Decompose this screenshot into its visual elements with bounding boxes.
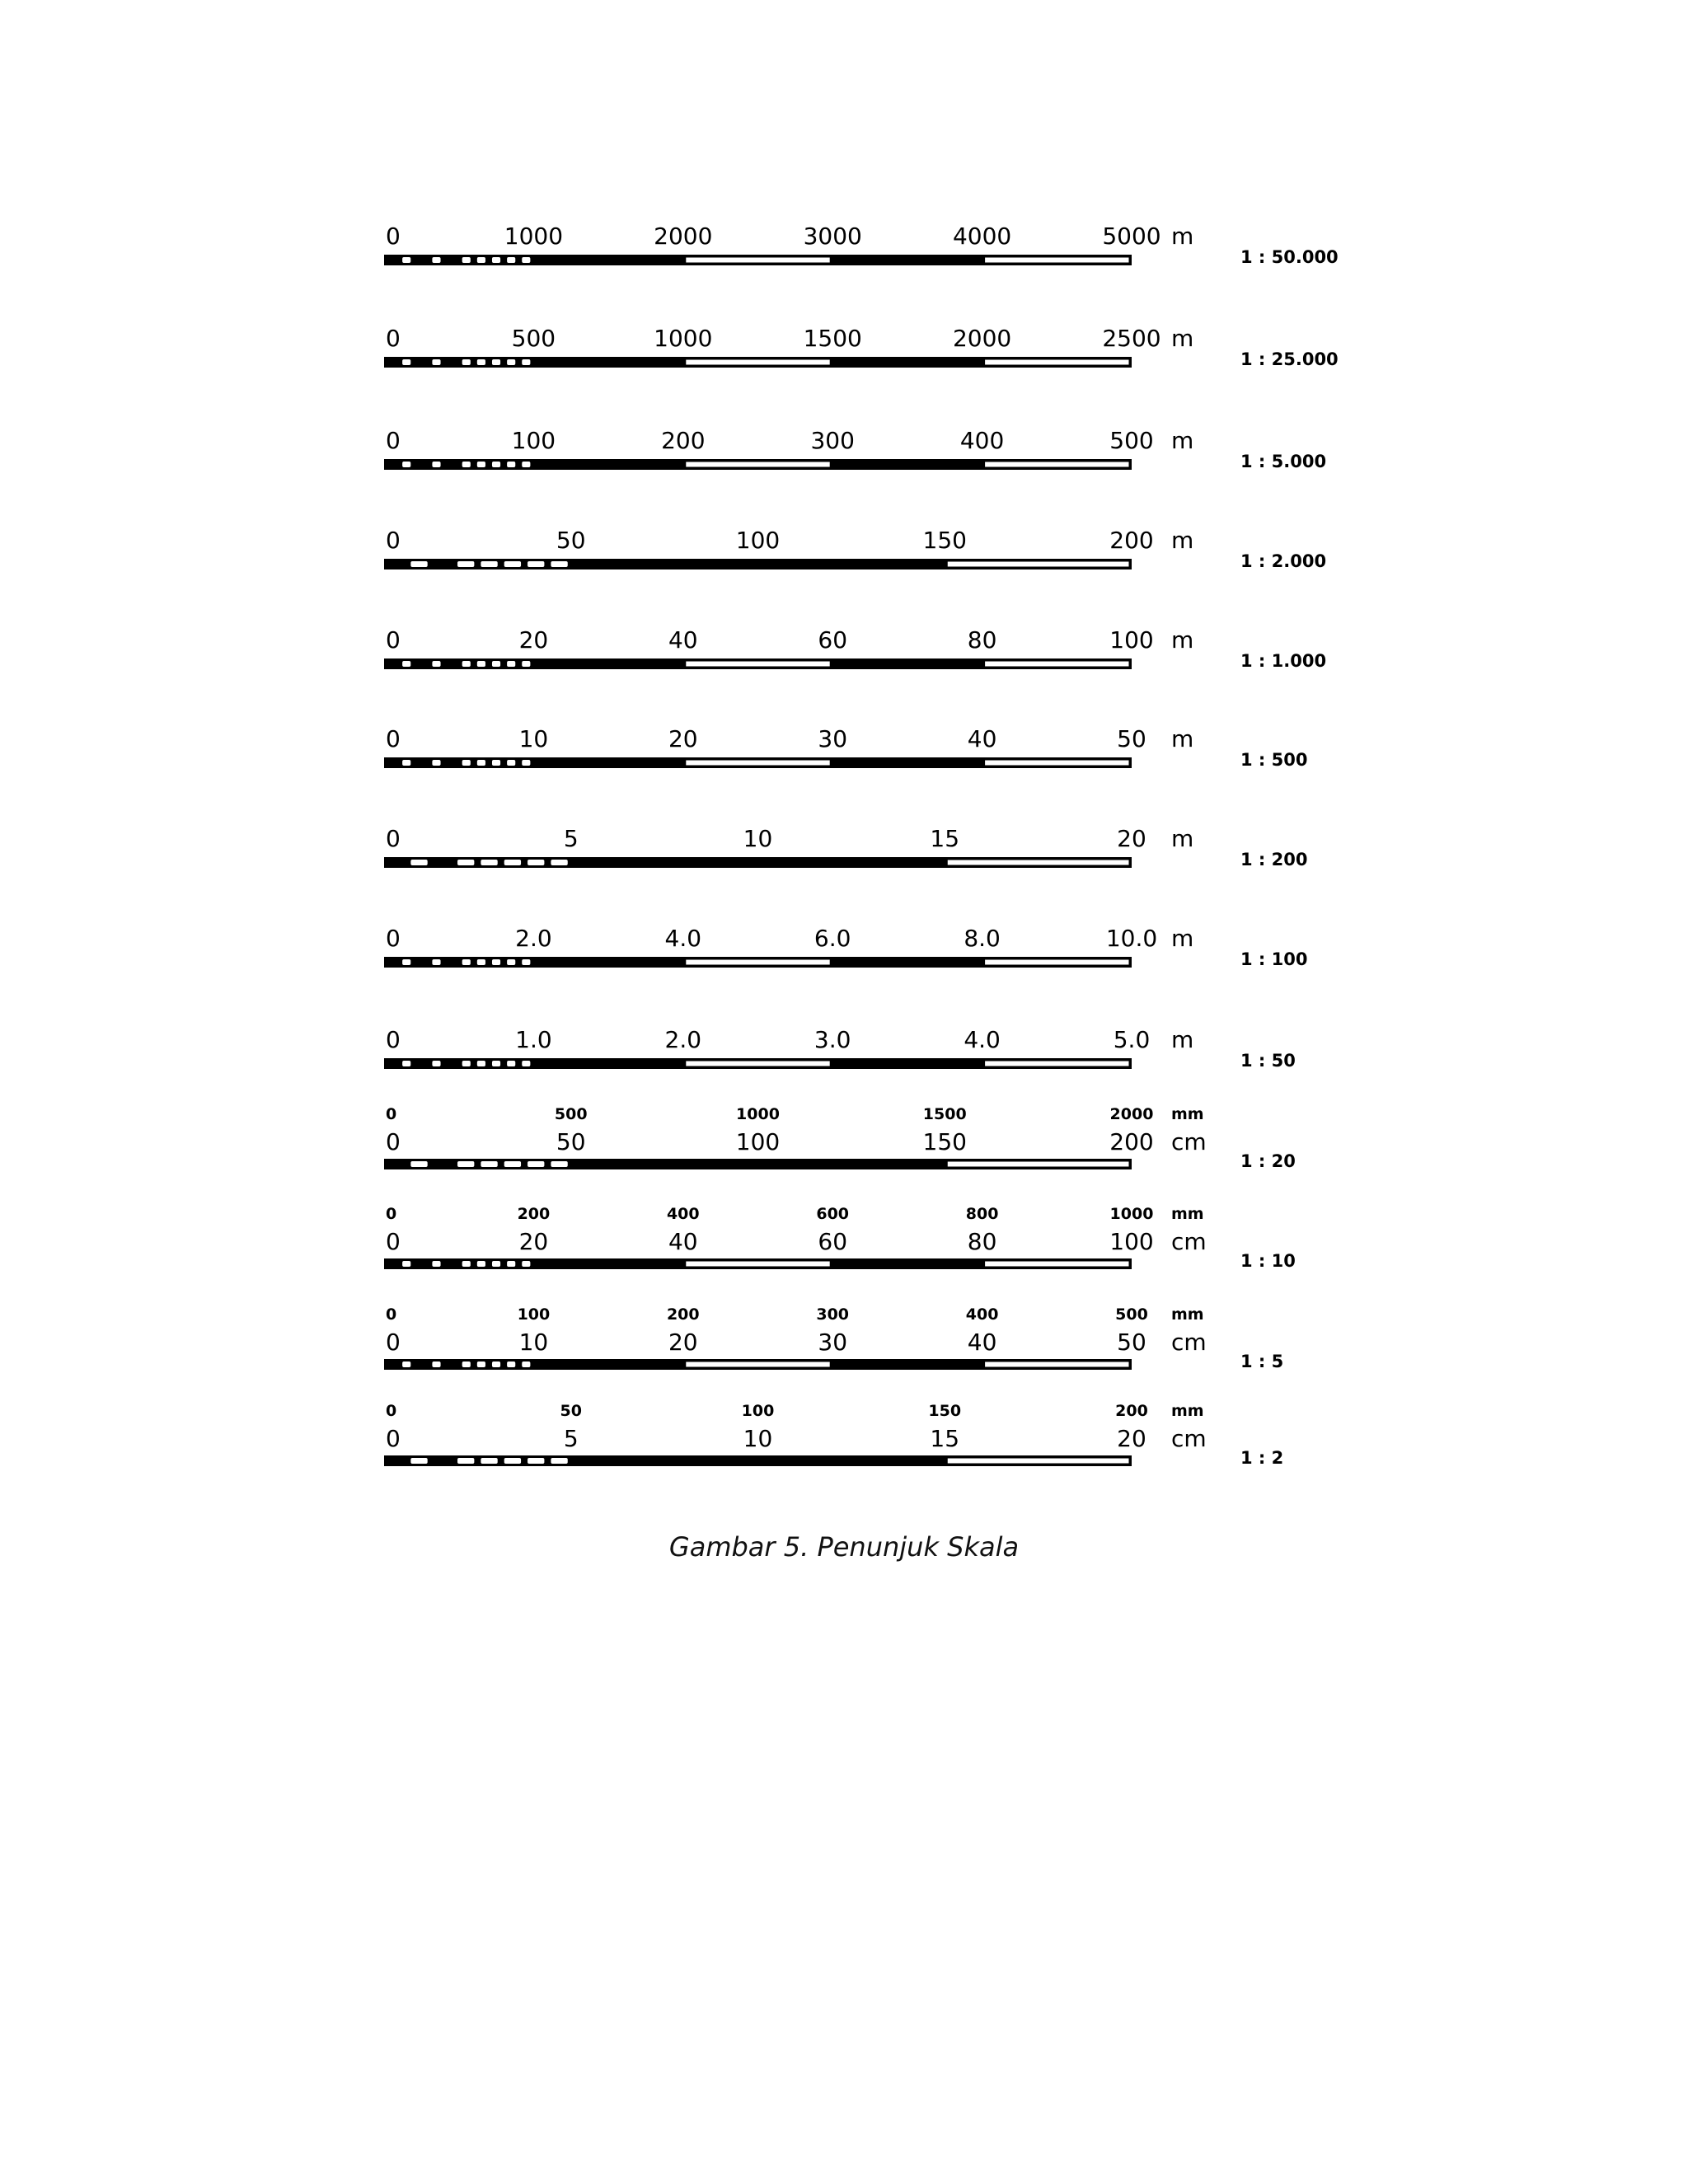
scale-label: 40 — [668, 626, 698, 654]
scale-label-mm: 0 — [386, 1105, 397, 1123]
scale-label: 50 — [556, 1128, 586, 1155]
scale-label-mm: 0 — [386, 1305, 397, 1324]
scale-label: 100 — [1109, 1228, 1154, 1255]
scale-unit: cm — [1171, 1228, 1207, 1255]
bar-subdivision — [462, 661, 471, 667]
scale-label: 60 — [818, 626, 848, 654]
bar-subdivision — [522, 1061, 530, 1066]
bar-white-segment — [686, 1061, 830, 1066]
bar-subdivision — [507, 760, 515, 766]
scale-label: 0 — [386, 1329, 401, 1356]
scale-label: 0 — [386, 1228, 401, 1255]
scale-bar-12 — [384, 1305, 1283, 1371]
bar-subdivision — [477, 1361, 485, 1367]
scale-ratio: 1 : 1.000 — [1240, 651, 1327, 671]
scale-bar-7 — [384, 825, 1307, 869]
scale-label: 40 — [668, 1228, 698, 1255]
scale-label: 2.0 — [664, 1026, 702, 1053]
scale-label: 100 — [511, 427, 556, 454]
bar-subdivision — [432, 1261, 440, 1267]
bar-subdivision — [507, 359, 515, 365]
bar-subdivision — [402, 257, 410, 263]
scale-label-mm: 600 — [816, 1205, 850, 1223]
scale-ratio: 1 : 2.000 — [1240, 551, 1327, 571]
scale-label: 1.0 — [515, 1026, 552, 1053]
scale-label: 20 — [668, 725, 698, 752]
bar-white-segment — [686, 257, 830, 263]
bar-subdivision — [522, 1261, 530, 1267]
bar-subdivision — [492, 1061, 500, 1066]
scale-ratio: 1 : 25.000 — [1240, 349, 1339, 369]
bar-subdivision — [477, 1261, 485, 1267]
bar-subdivision — [477, 462, 485, 467]
bar-subdivision — [432, 359, 440, 365]
bar-subdivision — [457, 1161, 474, 1167]
scale-label: 5000 — [1102, 223, 1161, 250]
scale-label-mm: 1000 — [736, 1105, 780, 1123]
scale-label-mm: 150 — [928, 1402, 962, 1420]
scale-label: 5 — [563, 825, 579, 852]
scale-label: 1000 — [504, 223, 564, 250]
bar-subdivision — [402, 359, 410, 365]
bar-subdivision — [457, 561, 474, 567]
scale-unit: m — [1171, 725, 1194, 752]
bar-subdivision — [432, 661, 440, 667]
scale-label: 80 — [967, 626, 997, 654]
scale-label: 200 — [1109, 1128, 1154, 1155]
bar-subdivision — [462, 760, 471, 766]
bar-subdivision — [481, 860, 497, 865]
scale-label-mm: 1000 — [1109, 1205, 1154, 1223]
scale-label: 0 — [386, 925, 401, 952]
scale-label: 40 — [967, 1329, 997, 1356]
bar-subdivision — [481, 1161, 497, 1167]
scale-label-mm: 800 — [965, 1205, 999, 1223]
scale-label: 5.0 — [1113, 1026, 1151, 1053]
scale-ratio: 1 : 10 — [1240, 1251, 1296, 1271]
scale-label: 10 — [518, 1329, 549, 1356]
scale-label-mm: 200 — [666, 1305, 700, 1324]
scale-label-mm: 400 — [965, 1305, 999, 1324]
bar-subdivision — [462, 1261, 471, 1267]
scale-label: 8.0 — [964, 925, 1001, 952]
scale-bar-4 — [384, 527, 1326, 571]
bar-subdivision — [477, 359, 485, 365]
scale-label: 80 — [967, 1228, 997, 1255]
scale-unit: m — [1171, 925, 1194, 952]
bar-subdivision — [492, 959, 500, 965]
scale-label: 1500 — [803, 325, 862, 352]
scale-label-mm: 0 — [386, 1402, 397, 1420]
scale-ratio: 1 : 2 — [1240, 1448, 1284, 1468]
bar-subdivision — [462, 1361, 471, 1367]
scale-label: 200 — [1109, 527, 1154, 554]
bar-white-segment — [947, 860, 1129, 865]
bar-white-segment — [686, 959, 830, 965]
scale-bar-5 — [384, 626, 1326, 671]
bar-white-segment — [686, 661, 830, 667]
bar-white-segment — [947, 1458, 1129, 1464]
bar-subdivision — [462, 1061, 471, 1066]
bar-subdivision — [522, 359, 530, 365]
scale-label-mm: 500 — [1115, 1305, 1148, 1324]
bar-subdivision — [402, 661, 410, 667]
scale-label: 20 — [518, 1228, 549, 1255]
scale-ratio: 1 : 50 — [1240, 1051, 1296, 1071]
bar-white-segment — [686, 1361, 830, 1367]
scale-label: 300 — [810, 427, 855, 454]
bar-subdivision — [402, 1061, 410, 1066]
scale-label: 2500 — [1102, 325, 1161, 352]
bar-subdivision — [477, 760, 485, 766]
scale-label: 2000 — [952, 325, 1012, 352]
bar-subdivision — [522, 462, 530, 467]
bar-subdivision — [457, 860, 474, 865]
scale-label: 40 — [967, 725, 997, 752]
figure-caption: Gambar 5. Penunjuk Skala — [668, 1531, 1020, 1563]
bar-subdivision — [551, 1161, 567, 1167]
scale-unit: cm — [1171, 1329, 1207, 1356]
bar-white-segment — [985, 760, 1129, 766]
scale-label: 0 — [386, 527, 401, 554]
bar-subdivision — [402, 760, 410, 766]
scale-unit: cm — [1171, 1128, 1207, 1155]
bar-white-segment — [985, 359, 1129, 365]
scale-unit: cm — [1171, 1425, 1207, 1452]
bar-subdivision — [504, 1161, 521, 1167]
scale-label: 0 — [386, 427, 401, 454]
scale-ratio: 1 : 50.000 — [1240, 247, 1339, 267]
scale-label: 30 — [818, 1329, 848, 1356]
bar-white-segment — [985, 257, 1129, 263]
scale-label: 150 — [922, 527, 967, 554]
bar-subdivision — [551, 860, 567, 865]
scale-label: 1000 — [654, 325, 713, 352]
scale-label-mm: 300 — [816, 1305, 850, 1324]
scale-label-mm: 200 — [517, 1205, 551, 1223]
bar-subdivision — [432, 1061, 440, 1066]
bar-subdivision — [462, 359, 471, 365]
scale-label: 500 — [1109, 427, 1154, 454]
bar-subdivision — [402, 1261, 410, 1267]
scale-label: 60 — [818, 1228, 848, 1255]
scale-unit-mm: mm — [1171, 1205, 1204, 1223]
bar-subdivision — [504, 860, 521, 865]
bar-subdivision — [492, 257, 500, 263]
bar-subdivision — [492, 760, 500, 766]
scale-label: 15 — [930, 1425, 960, 1452]
scale-label: 0 — [386, 825, 401, 852]
scale-label: 100 — [1109, 626, 1154, 654]
bar-subdivision — [477, 661, 485, 667]
bar-subdivision — [410, 1458, 427, 1464]
bar-subdivision — [477, 1061, 485, 1066]
bar-white-segment — [985, 1361, 1129, 1367]
scale-label: 3.0 — [814, 1026, 851, 1053]
scale-unit: m — [1171, 325, 1194, 352]
bar-subdivision — [462, 959, 471, 965]
bar-white-segment — [947, 1161, 1129, 1167]
bar-subdivision — [481, 1458, 497, 1464]
scale-label: 20 — [1117, 1425, 1146, 1452]
scale-bar-2 — [384, 325, 1339, 369]
bar-subdivision — [402, 462, 410, 467]
scale-unit: m — [1171, 427, 1194, 454]
scale-label: 0 — [386, 1425, 401, 1452]
scale-label-mm: 1500 — [922, 1105, 967, 1123]
scale-label: 10 — [743, 825, 773, 852]
scale-unit: m — [1171, 626, 1194, 654]
bar-subdivision — [504, 1458, 521, 1464]
bar-subdivision — [507, 1061, 515, 1066]
scale-label-mm: 50 — [560, 1402, 582, 1420]
scale-bar-10 — [384, 1105, 1296, 1171]
bar-subdivision — [507, 959, 515, 965]
bar-subdivision — [492, 1261, 500, 1267]
bar-subdivision — [522, 1361, 530, 1367]
scale-label: 10.0 — [1105, 925, 1158, 952]
scale-ratio: 1 : 20 — [1240, 1151, 1296, 1171]
bar-subdivision — [410, 860, 427, 865]
scale-bar-8 — [384, 925, 1307, 969]
bar-subdivision — [477, 257, 485, 263]
scale-label: 5 — [563, 1425, 579, 1452]
bar-subdivision — [457, 1458, 474, 1464]
bar-subdivision — [551, 561, 567, 567]
scale-label: 50 — [1117, 725, 1146, 752]
scale-unit: m — [1171, 223, 1194, 250]
bar-subdivision — [507, 257, 515, 263]
bar-white-segment — [985, 1061, 1129, 1066]
bar-subdivision — [432, 462, 440, 467]
scale-label: 4.0 — [664, 925, 702, 952]
scale-bar-3 — [384, 427, 1326, 471]
scale-label: 30 — [818, 725, 848, 752]
scale-label: 2000 — [654, 223, 713, 250]
bar-subdivision — [522, 760, 530, 766]
scale-label-mm: 400 — [666, 1205, 700, 1223]
bar-subdivision — [462, 462, 471, 467]
bar-subdivision — [507, 661, 515, 667]
scale-label: 10 — [518, 725, 549, 752]
bar-subdivision — [507, 1361, 515, 1367]
scale-label: 200 — [661, 427, 706, 454]
bar-subdivision — [432, 959, 440, 965]
scale-label-mm: 100 — [517, 1305, 551, 1324]
bar-subdivision — [432, 1361, 440, 1367]
bar-subdivision — [402, 959, 410, 965]
scale-label: 0 — [386, 626, 401, 654]
scale-label-mm: 500 — [554, 1105, 588, 1123]
bar-white-segment — [985, 661, 1129, 667]
scale-bar-13 — [384, 1402, 1283, 1468]
scale-label: 6.0 — [814, 925, 851, 952]
bar-subdivision — [522, 257, 530, 263]
scale-ratio: 1 : 200 — [1240, 850, 1308, 869]
bar-subdivision — [410, 561, 427, 567]
scale-label: 4000 — [952, 223, 1012, 250]
bar-white-segment — [686, 760, 830, 766]
bar-subdivision — [462, 257, 471, 263]
bar-subdivision — [551, 1458, 567, 1464]
scale-unit-mm: mm — [1171, 1105, 1204, 1123]
bar-subdivision — [528, 561, 544, 567]
bar-subdivision — [481, 561, 497, 567]
bar-subdivision — [492, 359, 500, 365]
scale-label-mm: 2000 — [1109, 1105, 1154, 1123]
scale-label: 0 — [386, 1026, 401, 1053]
scale-label-mm: 0 — [386, 1205, 397, 1223]
scale-ratio: 1 : 5.000 — [1240, 452, 1327, 471]
bar-subdivision — [522, 959, 530, 965]
bar-white-segment — [686, 462, 830, 467]
scale-label: 0 — [386, 1128, 401, 1155]
bar-subdivision — [492, 1361, 500, 1367]
bar-subdivision — [522, 661, 530, 667]
bar-subdivision — [432, 760, 440, 766]
scale-ratio: 1 : 500 — [1240, 750, 1308, 770]
scale-label: 10 — [743, 1425, 773, 1452]
scale-label: 2.0 — [515, 925, 552, 952]
bar-subdivision — [507, 462, 515, 467]
bar-subdivision — [528, 1458, 544, 1464]
scale-label: 0 — [386, 223, 401, 250]
scale-label-mm: 200 — [1115, 1402, 1148, 1420]
bar-white-segment — [985, 1261, 1129, 1267]
bar-subdivision — [504, 561, 521, 567]
scale-unit: m — [1171, 825, 1194, 852]
bar-subdivision — [528, 860, 544, 865]
bar-subdivision — [507, 1261, 515, 1267]
bar-subdivision — [477, 959, 485, 965]
scale-label: 400 — [959, 427, 1005, 454]
scale-label: 500 — [511, 325, 556, 352]
bar-white-segment — [985, 462, 1129, 467]
scale-label: 3000 — [803, 223, 862, 250]
scale-unit: m — [1171, 1026, 1194, 1053]
bar-white-segment — [985, 959, 1129, 965]
scale-ratio: 1 : 5 — [1240, 1352, 1284, 1371]
bar-white-segment — [686, 359, 830, 365]
scale-bar-6 — [384, 725, 1307, 770]
bar-subdivision — [492, 462, 500, 467]
scale-label: 15 — [930, 825, 960, 852]
bar-subdivision — [528, 1161, 544, 1167]
bar-white-segment — [947, 561, 1129, 567]
scale-label: 50 — [556, 527, 586, 554]
scale-label: 50 — [1117, 1329, 1146, 1356]
bar-subdivision — [410, 1161, 427, 1167]
bar-subdivision — [432, 257, 440, 263]
scale-unit-mm: mm — [1171, 1305, 1204, 1324]
scale-label: 20 — [518, 626, 549, 654]
scale-unit-mm: mm — [1171, 1402, 1204, 1420]
bar-white-segment — [686, 1261, 830, 1267]
scale-bar-9 — [384, 1026, 1296, 1071]
scale-label: 0 — [386, 725, 401, 752]
scale-label: 0 — [386, 325, 401, 352]
scale-label: 100 — [735, 1128, 781, 1155]
scale-label: 150 — [922, 1128, 967, 1155]
scale-label: 20 — [1117, 825, 1146, 852]
scale-label: 100 — [735, 527, 781, 554]
scale-bar-1 — [384, 223, 1339, 267]
bar-subdivision — [402, 1361, 410, 1367]
scale-label: 4.0 — [964, 1026, 1001, 1053]
scale-bar-11 — [384, 1205, 1296, 1271]
scale-label: 20 — [668, 1329, 698, 1356]
scale-ratio: 1 : 100 — [1240, 949, 1308, 969]
scale-label-mm: 100 — [741, 1402, 775, 1420]
bar-subdivision — [492, 661, 500, 667]
scale-unit: m — [1171, 527, 1194, 554]
